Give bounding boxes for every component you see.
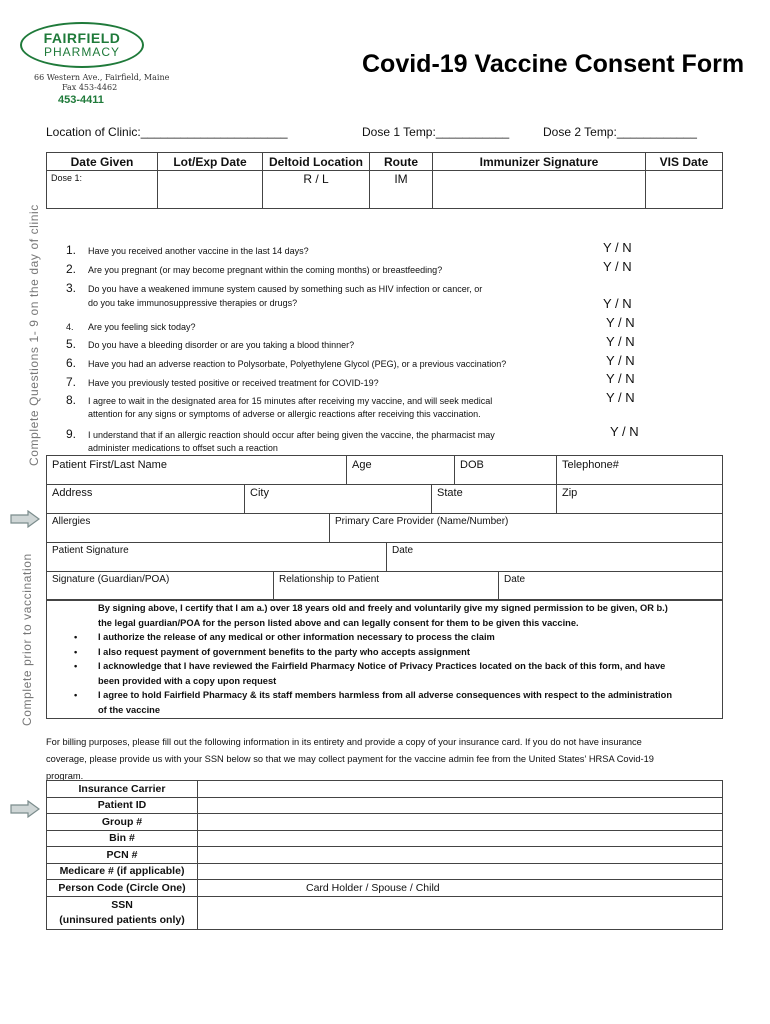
dose1-deltoid-cell[interactable]: R / L xyxy=(263,171,370,209)
logo-address-block xyxy=(34,73,169,93)
bin-label: Bin # xyxy=(47,830,198,847)
insurance-carrier-input[interactable] xyxy=(198,781,723,798)
logo-address: 66 Western Ave., Fairfield, Maine xyxy=(34,73,170,82)
question-num: 7. xyxy=(66,375,77,389)
consent-bullet-text: I authorize the release of any medical or other information necessary to process the claim xyxy=(98,632,495,642)
question-text: Have you received another vaccine in the last 14 days? xyxy=(88,246,309,256)
question-8-yn[interactable]: Y / N xyxy=(606,390,635,405)
table-row xyxy=(47,847,723,864)
question-text: I understand that if an allergic reaction should occur after being given the vaccine, the pharmacist may xyxy=(88,430,495,440)
question-num: 8. xyxy=(66,393,77,407)
consent-bullet: • I acknowledge that I have reviewed the Fairfield Pharmacy Notice of Privacy Practices located on the back of this form, and have xyxy=(74,661,666,671)
question-text: Are you feeling sick today? xyxy=(88,322,196,332)
question-3-yn[interactable]: Y / N xyxy=(603,296,632,311)
dose1-lot-cell[interactable] xyxy=(158,171,263,209)
question-3 xyxy=(66,279,482,297)
question-num: 4. xyxy=(66,322,74,332)
question-num: 5. xyxy=(66,337,77,351)
patient-id-input[interactable] xyxy=(198,797,723,814)
field-patient-signature[interactable]: Patient Signature xyxy=(52,545,129,556)
field-relationship[interactable]: Relationship to Patient xyxy=(279,574,380,585)
billing-line: program. xyxy=(46,771,84,781)
question-text: I agree to wait in the designated area for 15 minutes after receiving my vaccine, and will seek medical xyxy=(88,396,493,406)
col-deltoid: Deltoid Location xyxy=(263,153,370,171)
logo-name-mid: PHARMACY xyxy=(43,45,120,59)
billing-instructions xyxy=(46,734,736,785)
col-immunizer: Immunizer Signature xyxy=(433,153,646,171)
field-address[interactable]: Address xyxy=(52,487,93,499)
dose-table xyxy=(46,152,723,209)
col-lot-exp: Lot/Exp Date xyxy=(158,153,263,171)
ssn-label xyxy=(47,896,198,929)
question-7 xyxy=(66,373,379,391)
dose1-route-cell: IM xyxy=(370,171,433,209)
dose2-temp-field[interactable]: Dose 2 Temp:____________ xyxy=(543,125,697,139)
field-pcp[interactable]: Primary Care Provider (Name/Number) xyxy=(335,516,509,527)
table-row xyxy=(47,797,723,814)
question-text: Are you pregnant (or may become pregnant within the coming months) or breastfeeding? xyxy=(88,265,443,275)
question-8 xyxy=(66,391,492,409)
question-1 xyxy=(66,241,309,259)
field-state[interactable]: State xyxy=(437,487,463,499)
pcn-input[interactable] xyxy=(198,847,723,864)
page-title: Covid-19 Vaccine Consent Form xyxy=(362,50,745,78)
table-row xyxy=(47,830,723,847)
question-9-yn[interactable]: Y / N xyxy=(610,424,639,439)
question-num: 3. xyxy=(66,281,77,295)
table-row xyxy=(47,814,723,831)
table-row xyxy=(47,863,723,880)
consent-intro: By signing above, I certify that I am a.) over 18 years old and freely and voluntarily give my signed permission to be given, OR b.) xyxy=(98,603,668,613)
question-5-yn[interactable]: Y / N xyxy=(606,334,635,349)
arrow-right-icon xyxy=(10,800,40,818)
consent-bullet-text: I also request payment of government benefits to the party who accepts assignment xyxy=(98,646,470,657)
logo-phone: 453-4411 xyxy=(58,94,104,106)
location-field[interactable]: Location of Clinic:______________________ xyxy=(46,125,288,139)
bin-input[interactable] xyxy=(198,830,723,847)
consent-bullet-text: I agree to hold Fairfield Pharmacy & its staff members harmless from all adverse consequences with respect to the administration xyxy=(98,690,673,700)
insurance-carrier-label: Insurance Carrier xyxy=(47,781,198,798)
question-7-yn[interactable]: Y / N xyxy=(606,371,635,386)
billing-line: coverage, please provide us with your SSN below so that we may collect payment for the vaccine admin fee from the United States' HRSA Covid-19 xyxy=(46,754,654,764)
ssn-sub-text: (uninsured patients only) xyxy=(59,913,185,926)
col-date-given: Date Given xyxy=(47,153,158,171)
question-num: 2. xyxy=(66,262,77,276)
question-2-yn[interactable]: Y / N xyxy=(603,259,632,274)
billing-line: For billing purposes, please fill out the following information in its entirety and provide a copy of your insurance card. If you do not have insurance xyxy=(46,737,642,747)
patient-id-label: Patient ID xyxy=(47,797,198,814)
field-age[interactable]: Age xyxy=(352,459,372,471)
question-text: Have you previously tested positive or received treatment for COVID-19? xyxy=(88,378,379,388)
question-9 xyxy=(66,425,495,443)
question-num: 6. xyxy=(66,356,77,370)
medicare-label: Medicare # (if applicable) xyxy=(47,863,198,880)
table-row xyxy=(47,880,723,897)
logo-fax: Fax 453-4462 xyxy=(62,83,118,92)
field-telephone[interactable]: Telephone# xyxy=(562,459,619,471)
consent-text xyxy=(74,601,718,717)
question-3-cont: do you take immunosuppressive therapies or drugs? xyxy=(88,298,298,308)
question-num: 1. xyxy=(66,243,77,257)
table-row xyxy=(47,896,723,929)
consent-bullet-text: I acknowledge that I have reviewed the Fairfield Pharmacy Notice of Privacy Practices located on the back of this form, and have xyxy=(98,661,666,671)
consent-bullet: • I authorize the release of any medical or other information necessary to process the claim xyxy=(74,632,495,642)
medicare-input[interactable] xyxy=(198,863,723,880)
question-4-yn[interactable]: Y / N xyxy=(606,315,635,330)
question-text: Do you have a weakened immune system caused by something such as HIV infection or cancer, or xyxy=(88,284,483,294)
dose1-signature-cell[interactable] xyxy=(433,171,646,209)
ssn-label-text: SSN xyxy=(111,898,133,911)
pharmacy-logo xyxy=(20,22,144,68)
field-zip[interactable]: Zip xyxy=(562,487,578,499)
question-1-yn[interactable]: Y / N xyxy=(603,240,632,255)
side-label-prior: Complete prior to vaccination xyxy=(20,553,34,726)
consent-bullet-cont: of the vaccine xyxy=(98,704,161,715)
ssn-input[interactable] xyxy=(198,896,723,929)
insurance-table xyxy=(46,780,723,930)
pcn-label: PCN # xyxy=(47,847,198,864)
question-9-cont: administer medications to offset such a reaction xyxy=(88,443,278,453)
dose1-temp-field[interactable]: Dose 1 Temp:___________ xyxy=(362,125,510,139)
side-label-questions: Complete Questions 1- 9 on the day of clinic xyxy=(27,204,41,466)
field-city[interactable]: City xyxy=(250,487,269,499)
question-text: Have you had an adverse reaction to Polysorbate, Polyethylene Glycol (PEG), or a previous vaccination? xyxy=(88,359,507,369)
table-row xyxy=(47,781,723,798)
arrow-right-icon xyxy=(10,510,40,528)
question-2 xyxy=(66,260,442,278)
col-vis-date: VIS Date xyxy=(646,153,723,171)
consent-bullet: • I also request payment of government benefits to the party who accepts assignment xyxy=(74,646,470,657)
question-6-yn[interactable]: Y / N xyxy=(606,353,635,368)
consent-bullet: • I agree to hold Fairfield Pharmacy & its staff members harmless from all adverse consequences with respect to the administration xyxy=(74,690,673,700)
group-label: Group # xyxy=(47,814,198,831)
logo-name-top: FAIRFIELD xyxy=(43,30,121,46)
question-num: 9. xyxy=(66,427,77,441)
field-date-1[interactable]: Date xyxy=(392,545,414,556)
person-code-options[interactable]: Card Holder / Spouse / Child xyxy=(198,880,723,897)
field-patient-name[interactable]: Patient First/Last Name xyxy=(52,459,167,471)
question-6 xyxy=(66,354,506,372)
col-route: Route xyxy=(370,153,433,171)
field-date-2[interactable]: Date xyxy=(504,574,526,585)
consent-intro2: the legal guardian/POA for the person listed above and can legally consent for them to be given this vaccine. xyxy=(98,617,579,628)
field-dob[interactable]: DOB xyxy=(460,459,484,471)
question-5 xyxy=(66,335,354,353)
person-code-label: Person Code (Circle One) xyxy=(47,880,198,897)
question-text: Do you have a bleeding disorder or are you taking a blood thinner? xyxy=(88,340,355,350)
question-8-cont: attention for any signs or symptoms of adverse or allergic reactions after receiving this vaccination. xyxy=(88,409,481,419)
field-allergies[interactable]: Allergies xyxy=(52,516,91,527)
question-4 xyxy=(66,317,196,335)
field-guardian-signature[interactable]: Signature (Guardian/POA) xyxy=(52,574,170,585)
consent-bullet-cont: been provided with a copy upon request xyxy=(98,675,277,686)
group-input[interactable] xyxy=(198,814,723,831)
dose1-vis-cell[interactable] xyxy=(646,171,723,209)
dose1-date-cell[interactable]: Dose 1: xyxy=(47,171,158,209)
